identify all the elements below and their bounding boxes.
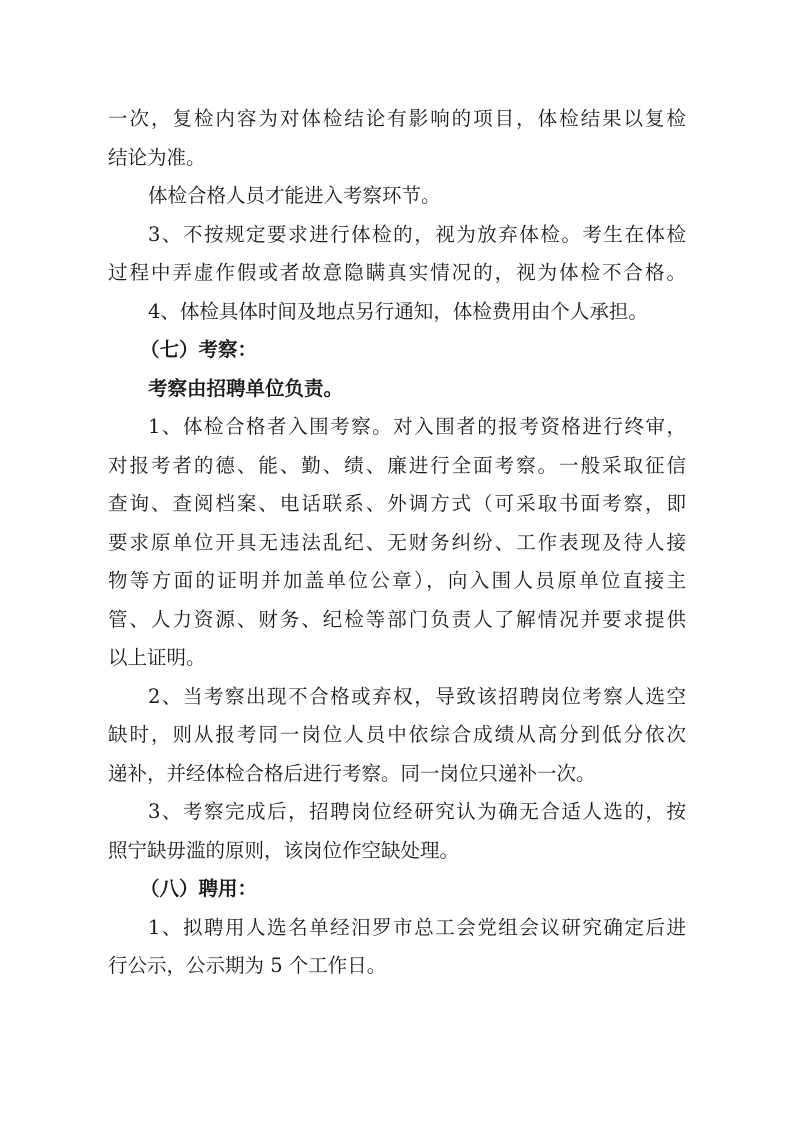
paragraph-line: 结论为准。 bbox=[108, 145, 206, 169]
paragraph-line: 对报考者的德、能、勤、绩、廉进行全面考察。一般采取征信 bbox=[108, 453, 686, 477]
paragraph-line: 1、体检合格者入围考察。对入围者的报考资格进行终审， bbox=[148, 415, 686, 438]
paragraph-line: 物等方面的证明并加盖单位公章），向入围人员原单位直接主 bbox=[108, 569, 686, 592]
paragraph-line: 要求原单位开具无违法乱纪、无财务纠纷、工作表现及待人接 bbox=[108, 530, 686, 554]
paragraph-line: 递补，并经体检合格后进行考察。同一岗位只递补一次。 bbox=[108, 761, 596, 785]
paragraph-line: 查询、查阅档案、电话联系、外调方式（可采取书面考察，即 bbox=[108, 492, 686, 515]
paragraph-line: 1、拟聘用人选名单经汨罗市总工会党组会议研究确定后进 bbox=[148, 915, 686, 939]
bold-statement: 考察由招聘单位负责。 bbox=[148, 376, 344, 400]
paragraph-line: 过程中弄虚作假或者故意隐瞒真实情况的，视为体检不合格。 bbox=[108, 261, 686, 284]
paragraph-line: 缺时，则从报考同一岗位人员中依综合成绩从高分到低分依次 bbox=[108, 723, 686, 746]
paragraph-line: 4、体检具体时间及地点另行通知，体检费用由个人承担。 bbox=[148, 299, 648, 323]
paragraph-line: 3、考察完成后，招聘岗位经研究认为确无合适人选的，按 bbox=[148, 800, 686, 823]
paragraph-line: 照宁缺毋滥的原则，该岗位作空缺处理。 bbox=[108, 838, 460, 862]
paragraph-line: 行公示，公示期为 5 个工作日。 bbox=[108, 954, 387, 977]
paragraph-line: 2、当考察出现不合格或弃权，导致该招聘岗位考察人选空 bbox=[148, 684, 686, 708]
document-body bbox=[108, 100, 686, 986]
paragraph-line: 一次，复检内容为对体检结论有影响的项目，体检结果以复检 bbox=[108, 107, 686, 130]
paragraph-line: 管、人力资源、财务、纪检等部门负责人了解情况并要求提供 bbox=[108, 607, 686, 631]
paragraph-line: 体检合格人员才能进入考察环节。 bbox=[148, 184, 441, 207]
paragraph-line: 3、不按规定要求进行体检的，视为放弃体检。考生在体检 bbox=[148, 222, 686, 246]
section-heading-inspection: （七）考察： bbox=[140, 338, 258, 361]
section-heading-hiring: （八）聘用： bbox=[140, 877, 258, 900]
paragraph-line: 以上证明。 bbox=[108, 646, 206, 669]
